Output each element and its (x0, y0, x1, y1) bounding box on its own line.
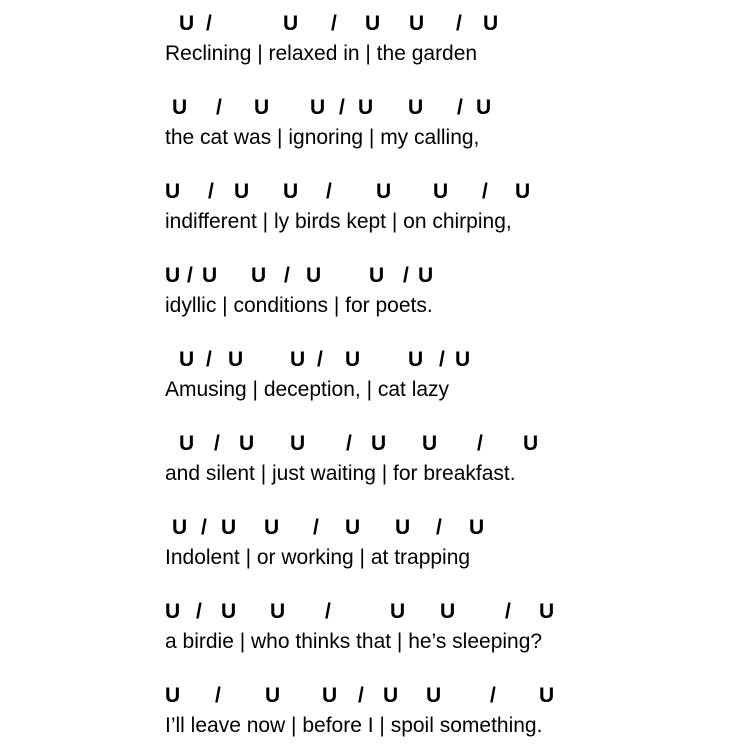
unstressed-mark: U (251, 264, 267, 287)
verse-line: and silent | just waiting | for breakfast. (165, 462, 516, 485)
stressed-mark: / (216, 96, 222, 119)
unstressed-mark: U (369, 264, 385, 287)
stressed-mark: / (326, 180, 332, 203)
scansion-line (165, 12, 725, 36)
stressed-mark: / (439, 348, 445, 371)
stressed-mark: / (482, 180, 488, 203)
stanza (165, 84, 725, 149)
stanza (165, 588, 725, 653)
unstressed-mark: U (426, 684, 442, 707)
unstressed-mark: U (172, 516, 188, 539)
unstressed-mark: U (539, 684, 555, 707)
stressed-mark: / (215, 684, 221, 707)
unstressed-mark: U (469, 516, 485, 539)
stressed-mark: / (403, 264, 409, 287)
stressed-mark: / (214, 432, 220, 455)
unstressed-mark: U (239, 432, 255, 455)
stanza (165, 336, 725, 401)
unstressed-mark: U (358, 96, 374, 119)
unstressed-mark: U (264, 516, 280, 539)
unstressed-mark: U (202, 264, 218, 287)
unstressed-mark: U (390, 600, 406, 623)
scansion-line (165, 600, 725, 624)
verse-line: I’ll leave now | before I | spoil something. (165, 714, 543, 737)
scansion-line (165, 516, 725, 540)
verse-line: idyllic | conditions | for poets. (165, 294, 433, 317)
unstressed-mark: U (165, 264, 181, 287)
stanza (165, 168, 725, 233)
unstressed-mark: U (290, 432, 306, 455)
stressed-mark: / (206, 12, 212, 35)
stanza (165, 672, 725, 737)
unstressed-mark: U (345, 516, 361, 539)
scansion-line (165, 432, 725, 456)
unstressed-mark: U (165, 180, 181, 203)
unstressed-mark: U (455, 348, 471, 371)
scansion-line (165, 180, 725, 204)
stressed-mark: / (490, 684, 496, 707)
unstressed-mark: U (172, 96, 188, 119)
stanza (165, 252, 725, 317)
unstressed-mark: U (179, 12, 195, 35)
unstressed-mark: U (283, 180, 299, 203)
stressed-mark: / (457, 96, 463, 119)
stressed-mark: / (325, 600, 331, 623)
unstressed-mark: U (221, 600, 237, 623)
stressed-mark: / (284, 264, 290, 287)
unstressed-mark: U (283, 12, 299, 35)
unstressed-mark: U (422, 432, 438, 455)
unstressed-mark: U (322, 684, 338, 707)
stressed-mark: / (317, 348, 323, 371)
unstressed-mark: U (254, 96, 270, 119)
unstressed-mark: U (265, 684, 281, 707)
unstressed-mark: U (539, 600, 555, 623)
unstressed-mark: U (395, 516, 411, 539)
scansion-line (165, 96, 725, 120)
unstressed-mark: U (179, 348, 195, 371)
scansion-line (165, 348, 725, 372)
unstressed-mark: U (433, 180, 449, 203)
stressed-mark: / (456, 12, 462, 35)
verse-line: Amusing | deception, | cat lazy (165, 378, 450, 401)
unstressed-mark: U (234, 180, 250, 203)
verse-line: the cat was | ignoring | my calling, (165, 126, 480, 149)
stanza (165, 504, 725, 569)
stressed-mark: / (346, 432, 352, 455)
unstressed-mark: U (371, 432, 387, 455)
unstressed-mark: U (408, 96, 424, 119)
unstressed-mark: U (221, 516, 237, 539)
unstressed-mark: U (483, 12, 499, 35)
stanza (165, 420, 725, 485)
stressed-mark: / (196, 600, 202, 623)
unstressed-mark: U (515, 180, 531, 203)
unstressed-mark: U (476, 96, 492, 119)
verse-line: indifferent | ly birds kept | on chirping, (165, 210, 512, 233)
stanza (165, 0, 725, 65)
unstressed-mark: U (408, 348, 424, 371)
verse-line: Indolent | or working | at trapping (165, 546, 471, 569)
unstressed-mark: U (383, 684, 399, 707)
unstressed-mark: U (523, 432, 539, 455)
unstressed-mark: U (228, 348, 244, 371)
scansion-line (165, 264, 725, 288)
unstressed-mark: U (376, 180, 392, 203)
stressed-mark: / (201, 516, 207, 539)
unstressed-mark: U (440, 600, 456, 623)
stressed-mark: / (208, 180, 214, 203)
stressed-mark: / (505, 600, 511, 623)
stressed-mark: / (331, 12, 337, 35)
stressed-mark: / (313, 516, 319, 539)
unstressed-mark: U (409, 12, 425, 35)
unstressed-mark: U (179, 432, 195, 455)
scansion-line (165, 684, 725, 708)
unstressed-mark: U (165, 684, 181, 707)
verse-line: a birdie | who thinks that | he’s sleeping? (165, 630, 543, 653)
unstressed-mark: U (418, 264, 434, 287)
unstressed-mark: U (310, 96, 326, 119)
stressed-mark: / (339, 96, 345, 119)
unstressed-mark: U (270, 600, 286, 623)
unstressed-mark: U (290, 348, 306, 371)
stressed-mark: / (358, 684, 364, 707)
stressed-mark: / (436, 516, 442, 539)
unstressed-mark: U (365, 12, 381, 35)
verse-line: Reclining | relaxed in | the garden (165, 42, 478, 65)
unstressed-mark: U (306, 264, 322, 287)
unstressed-mark: U (165, 600, 181, 623)
stressed-mark: / (477, 432, 483, 455)
unstressed-mark: U (345, 348, 361, 371)
stressed-mark: / (206, 348, 212, 371)
stressed-mark: / (187, 264, 193, 287)
